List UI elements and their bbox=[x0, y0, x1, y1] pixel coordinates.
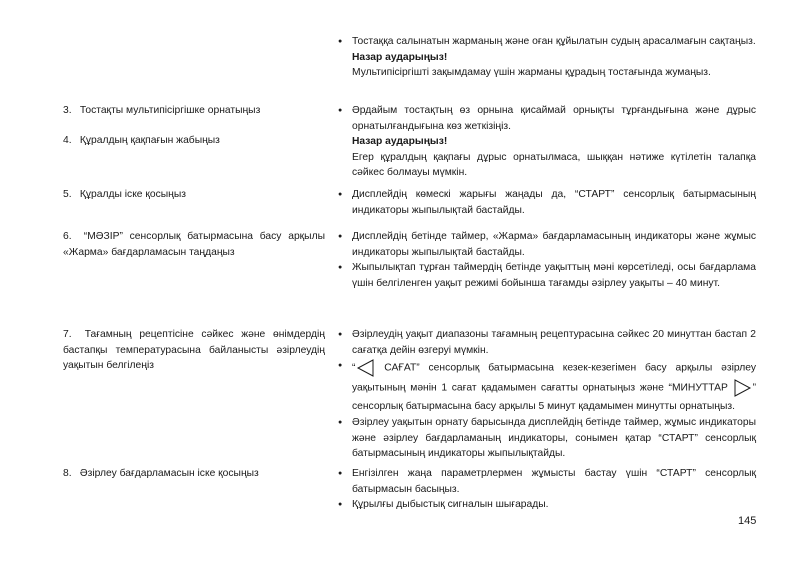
warning-title: Назар аударыңыз! bbox=[352, 51, 448, 63]
list-item: ● Құрылғы дыбыстық сигналын шығарады. bbox=[338, 497, 756, 513]
step-6-notes bbox=[338, 229, 756, 291]
page-number: 145 bbox=[738, 515, 757, 527]
step-5-notes bbox=[338, 187, 756, 218]
minute-instruction: ” сенсорлық батырмасына басу арқылы 5 минут қадамымен минутты орнатыңыз. bbox=[352, 382, 756, 412]
hour-instruction: САҒАТ” сенсорлық батырмасына кезек-кезегімен басу арқылы әзірлеу уақытының мәнін 1 сағат қадамымен сағатты орнатыңыз және “МИНУТТАР bbox=[352, 362, 756, 394]
step-7-notes bbox=[338, 327, 756, 462]
top-block bbox=[338, 34, 756, 81]
step-5 bbox=[63, 187, 325, 203]
step-number: 8. bbox=[63, 468, 72, 479]
step-6 bbox=[63, 229, 325, 260]
step-3 bbox=[63, 103, 325, 119]
list-item: ● Жыпылықтап тұрған таймердің бетінде уақыттың мәні көрсетіледі, осы бағдарлама үшін белгіленген уақыт режимі бойынша тағамды әзірлеу уақыты – 40 минут. bbox=[338, 260, 756, 291]
step-text: “МӘЗІР” сенсорлық батырмасына басу арқылы «Жарма» бағдарламасын таңдаңыз bbox=[63, 231, 325, 258]
step-text: Құралдың қақпағын жабыңыз bbox=[79, 135, 220, 146]
step-text: Әзірлеу бағдарламасын іске қосыңыз bbox=[79, 468, 259, 479]
step-number: 6. bbox=[63, 231, 72, 242]
list-item: ● Әрдайым тостақтың өз орнына қисаймай орнықты тұрғандығына және дұрыс орнатылғандығына көз жеткізіңіз. bbox=[338, 103, 756, 134]
list-item: ● Дисплейдің көмескі жарығы жаңады да, “СТАРТ” сенсорлық батырмасының индикаторы жыпылықтай бастайды. bbox=[338, 187, 756, 218]
list-item bbox=[338, 358, 756, 415]
step-8-notes bbox=[338, 466, 756, 513]
step-number: 7. bbox=[63, 329, 72, 340]
step-number: 4. bbox=[63, 135, 72, 146]
list-item: ● Тостаққа салынатын жарманың және оған құйылатын судың арасалмағын сақтаңыз. bbox=[338, 34, 756, 50]
list-item: ● Әзірлеу уақытын орнату барысында дисплейдің бетінде таймер, жұмыс индикаторы және әзірлеу бағдарламаның индикаторы, сонымен қатар “СТАРТ” сенсорлық батырмасының индикаторы жыпылықтайды. bbox=[338, 415, 756, 462]
step-text: Құралды іске қосыңыз bbox=[79, 189, 186, 200]
warning-text: Егер құралдың қақпағы дұрыс орнатылмаса, шыққан нәтиже күтілетін талапқа сәйкес болмауы мүмкін. bbox=[352, 151, 756, 178]
quote-open: “ bbox=[352, 362, 356, 374]
list-item: ● Дисплейдің бетінде таймер, «Жарма» бағдарламасының индикаторы және жұмыс индикаторы жыпылықтай бастайды. bbox=[338, 229, 756, 260]
triangle-right-icon bbox=[733, 378, 753, 398]
step-number: 5. bbox=[63, 189, 72, 200]
list-item: ● Енгізілген жаңа параметрлермен жұмысты бастау үшін “СТАРТ” сенсорлық батырмасын басыңыз. bbox=[338, 466, 756, 497]
warning-title: Назар аударыңыз! bbox=[352, 136, 448, 147]
step-text: Тағамның рецептісіне сәйкес және өнімдердің бастапқы температурасына байланысты әзірлеудің уақытын белгілеңіз bbox=[63, 329, 325, 371]
step-8 bbox=[63, 466, 325, 482]
list-item: ● Әзірлеудің уақыт диапазоны тағамның рецептурасына сәйкес 20 минуттан бастап 2 сағатқа дейін өзгеруі мүмкін. bbox=[338, 327, 756, 358]
step-text: Тостақты мультипісіргішке орнатыңыз bbox=[79, 105, 261, 116]
step-4 bbox=[63, 133, 325, 149]
step-7 bbox=[63, 327, 325, 374]
step-3-notes bbox=[338, 103, 756, 181]
step-number: 3. bbox=[63, 105, 72, 116]
triangle-left-icon bbox=[355, 358, 375, 378]
warning-text: Мультипісіргішті зақымдамау үшін жарманы құрадың тостағында жумаңыз. bbox=[352, 67, 711, 78]
